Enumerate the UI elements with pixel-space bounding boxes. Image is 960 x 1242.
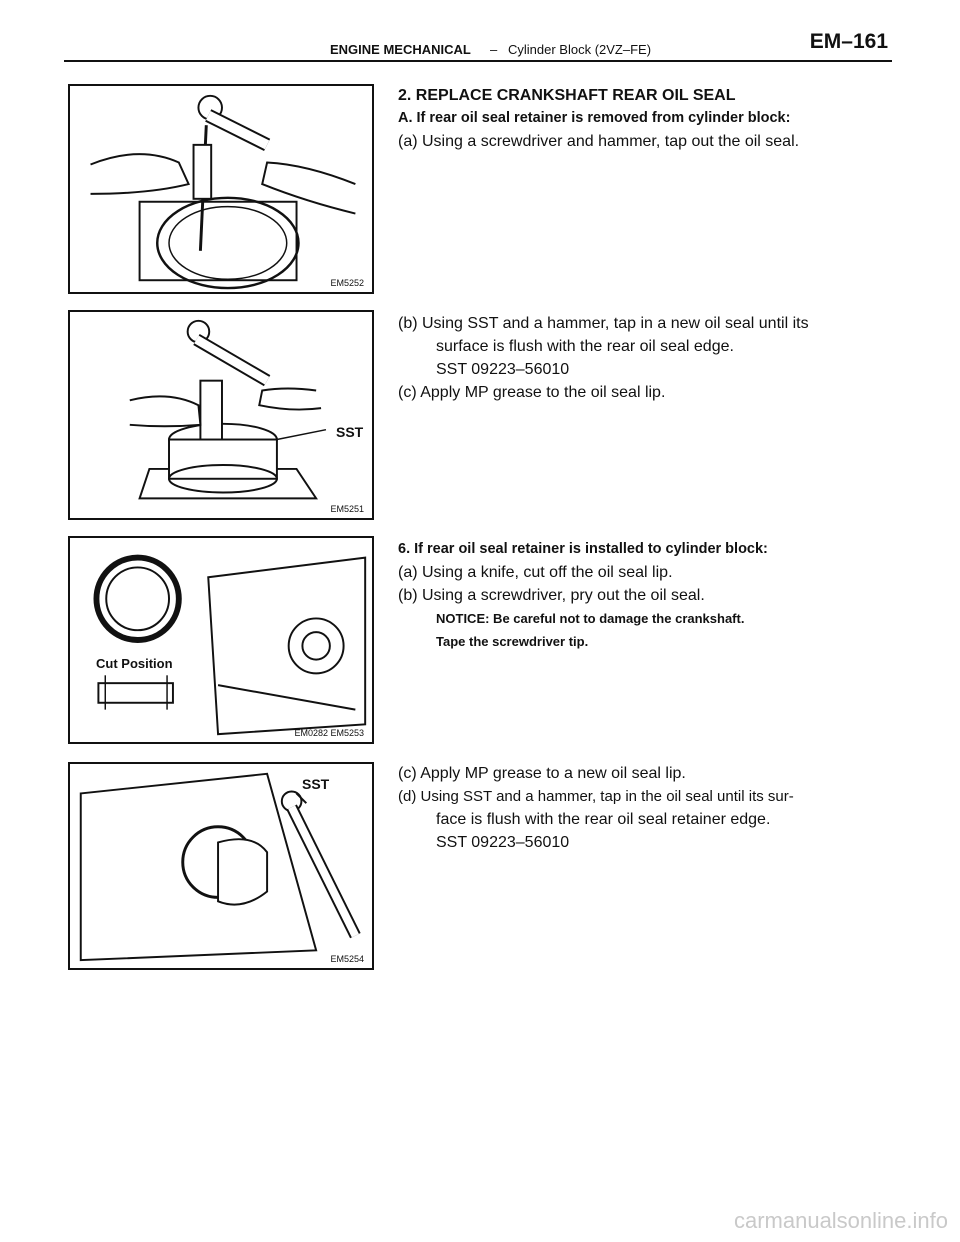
- sst-callout: SST: [302, 776, 330, 792]
- figure-install-new-seal: [68, 762, 374, 970]
- step-b-tap-in-cont: surface is flush with the rear oil seal edge.: [436, 338, 734, 355]
- step-a-tap-out: (a) Using a screwdriver and hammer, tap out the oil seal.: [398, 133, 800, 150]
- figure-code: EM5251: [330, 504, 364, 514]
- page-header: [330, 30, 890, 56]
- sst-callout: SST: [336, 424, 364, 440]
- watermark: carmanualsonline.info: [733, 1208, 948, 1233]
- header-subtitle: Cylinder Block (2VZ–FE): [508, 42, 652, 57]
- header-dash: –: [490, 42, 498, 57]
- header-section: ENGINE MECHANICAL: [330, 42, 471, 57]
- text-block-install-seal: [398, 312, 888, 404]
- step-c-grease-new: (c) Apply MP grease to a new oil seal lip.: [398, 765, 686, 782]
- text-block-new-seal: [398, 762, 888, 854]
- sst-hammer-illustration: [70, 312, 372, 518]
- sst-number: SST 09223–56010: [436, 361, 570, 378]
- condition-installed: 6. If rear oil seal retainer is installed to cylinder block:: [398, 541, 768, 557]
- cut-position-label: Cut Position: [96, 656, 173, 671]
- notice-text-cont: Tape the screwdriver tip.: [436, 634, 589, 649]
- notice-text: NOTICE: Be careful not to damage the crankshaft.: [436, 611, 745, 626]
- step-c-grease: (c) Apply MP grease to the oil seal lip.: [398, 384, 666, 401]
- sst-number: SST 09223–56010: [436, 834, 570, 851]
- header-rule: [64, 60, 892, 62]
- step-b-pry: (b) Using a screwdriver, pry out the oil seal.: [398, 587, 705, 604]
- figure-tap-out-seal: [68, 84, 374, 294]
- hammer-screwdriver-illustration: [70, 86, 372, 292]
- text-block-replace-seal: [398, 84, 888, 153]
- figure-tap-in-seal: [68, 310, 374, 520]
- text-block-installed-retainer: [398, 538, 888, 653]
- cut-position-illustration: [70, 538, 372, 742]
- step-heading: 2. REPLACE CRANKSHAFT REAR OIL SEAL: [398, 87, 736, 104]
- condition-removed: A. If rear oil seal retainer is removed from cylinder block:: [398, 110, 791, 126]
- figure-cut-seal: [68, 536, 374, 744]
- step-a-cut: (a) Using a knife, cut off the oil seal lip.: [398, 564, 673, 581]
- step-b-tap-in: (b) Using SST and a hammer, tap in a new oil seal until its: [398, 315, 809, 332]
- step-d-tap-in: (d) Using SST and a hammer, tap in the oil seal until its sur-: [398, 788, 794, 805]
- figure-code: EM0282 EM5253: [294, 728, 364, 738]
- sst-install-illustration: [70, 764, 372, 968]
- step-d-tap-in-cont: face is flush with the rear oil seal retainer edge.: [436, 811, 771, 828]
- figure-code: EM5252: [330, 278, 364, 288]
- figure-code: EM5254: [330, 954, 364, 964]
- page-number: EM–161: [809, 30, 888, 53]
